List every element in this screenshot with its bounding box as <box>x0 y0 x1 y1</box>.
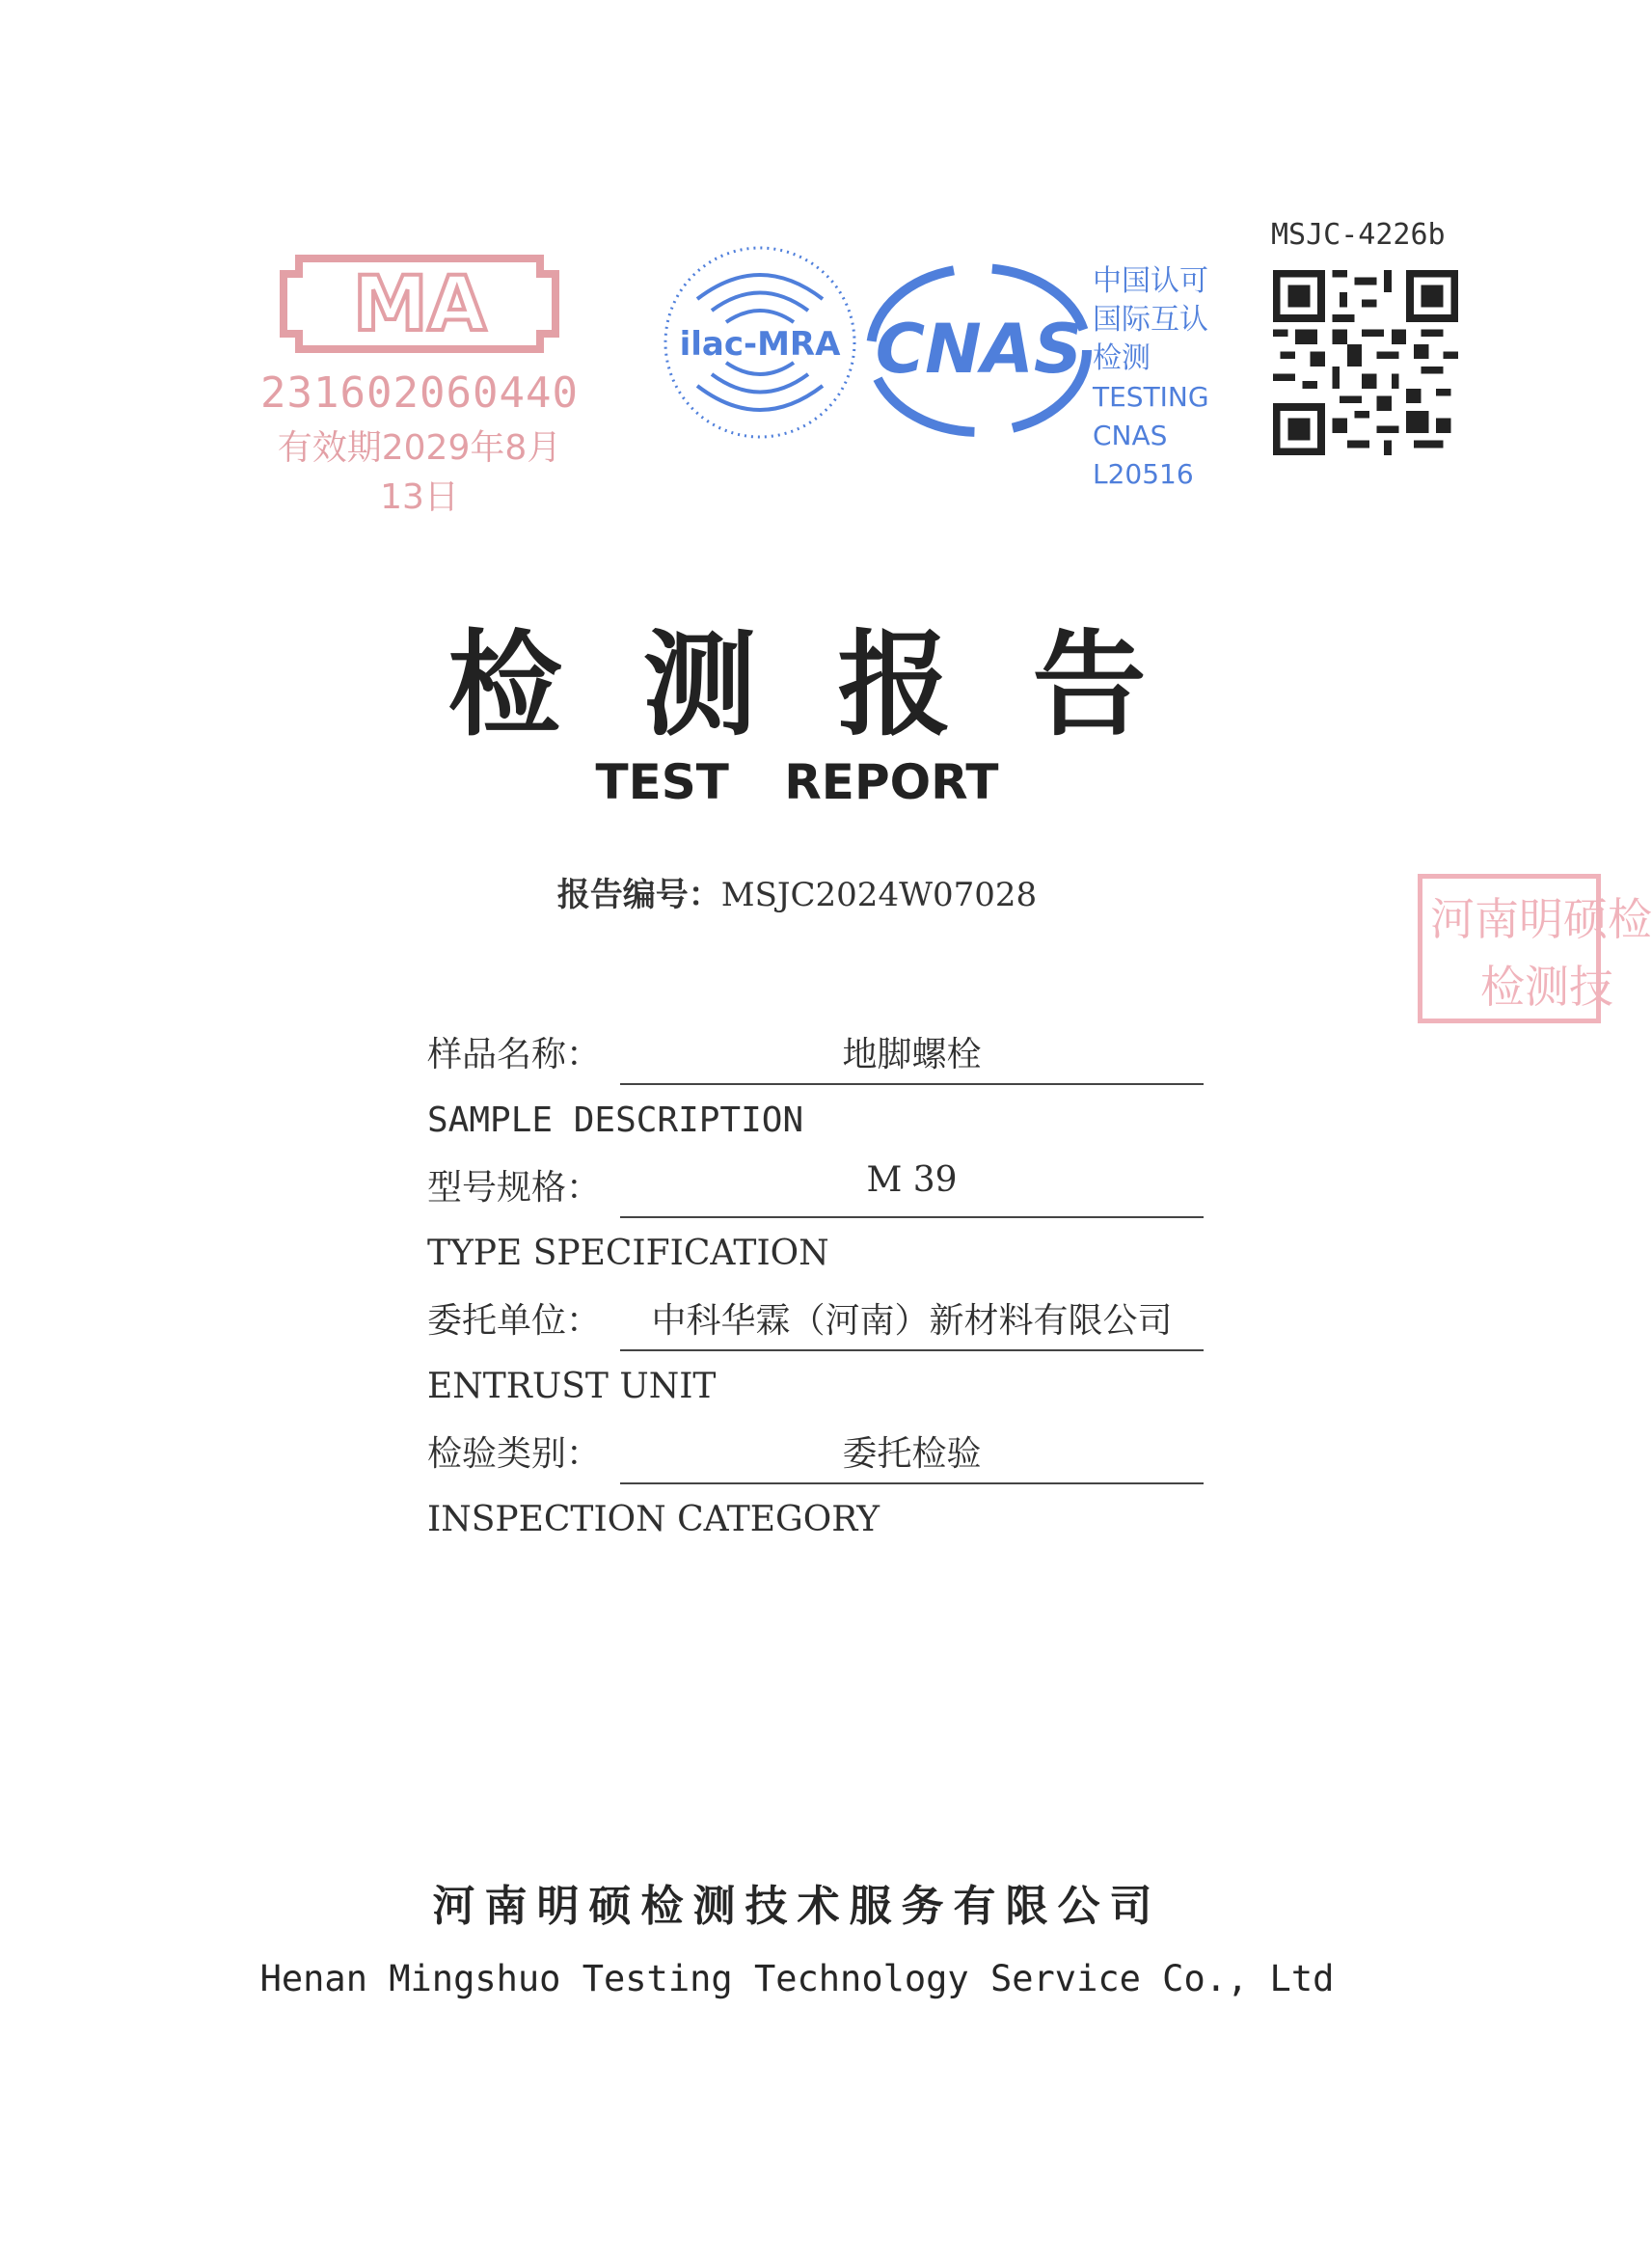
report-number-label: 报告编号： <box>556 876 721 914</box>
cnas-number: CNAS L20516 <box>1093 420 1194 490</box>
form-value: 委托检验 <box>842 1434 982 1474</box>
form-value: M 39 <box>866 1160 958 1200</box>
form-label-en: TYPE SPECIFICATION <box>427 1234 829 1273</box>
form-label-cn: 型号规格： <box>427 1168 602 1208</box>
cma-number: 231602060440 <box>260 368 579 418</box>
cnas-logo <box>863 258 1095 442</box>
edge-stamp-line1: 河南明硕检 <box>1430 893 1652 945</box>
form-row-type <box>427 1160 1208 1293</box>
cma-logo <box>260 241 579 367</box>
form-label-cn: 样品名称： <box>427 1035 602 1074</box>
cnas-cn-line3: 检测 <box>1093 341 1151 375</box>
underline <box>620 1349 1204 1351</box>
edge-seal-stamp <box>1418 874 1652 1023</box>
underline <box>620 1482 1204 1484</box>
report-info-form <box>427 1027 1208 1560</box>
qr-code-icon <box>1273 270 1458 455</box>
report-number-value: MSJC2024W07028 <box>720 876 1038 914</box>
form-label-en: ENTRUST UNIT <box>427 1367 717 1406</box>
page-title: 检测报告 <box>447 617 1228 751</box>
ilac-mra-logo <box>659 241 861 444</box>
ilac-logo-text: ilac-MRA <box>679 325 841 364</box>
form-row-inspection <box>427 1426 1208 1560</box>
underline <box>620 1216 1204 1218</box>
form-label-cn: 检验类别： <box>427 1434 602 1474</box>
report-number <box>0 868 1594 915</box>
cnas-cn-line2: 国际互认 <box>1093 303 1208 337</box>
form-label-en: INSPECTION CATEGORY <box>427 1500 880 1539</box>
form-row-entrust <box>427 1293 1208 1426</box>
underline <box>620 1083 1204 1085</box>
page-subtitle: TEST REPORT <box>595 754 999 810</box>
form-value: 中科华霖（河南）新材料有限公司 <box>651 1301 1173 1341</box>
company-name-en: Henan Mingshuo Testing Technology Service Co., Ltd <box>259 1958 1335 1999</box>
cma-validity: 有效期2029年8月13日 <box>277 428 562 517</box>
cnas-caption <box>1093 262 1237 494</box>
cnas-cn-line1: 中国认可 <box>1093 264 1208 298</box>
form-label-en: SAMPLE DESCRIPTION <box>427 1100 804 1140</box>
form-label-cn: 委托单位： <box>427 1301 602 1341</box>
company-name-cn: 河南明硕检测技术服务有限公司 <box>432 1882 1162 1931</box>
edge-stamp-line2: 检测技 <box>1480 961 1613 1013</box>
cma-stamp <box>260 241 579 517</box>
qr-code-label: MSJC-4226b <box>1271 218 1446 252</box>
form-row-sample <box>427 1027 1208 1160</box>
cnas-logo-text: CNAS <box>875 310 1083 389</box>
form-value: 地脚螺栓 <box>842 1035 982 1074</box>
cnas-testing: TESTING <box>1093 381 1209 413</box>
cma-logo-text: MA <box>353 261 486 348</box>
